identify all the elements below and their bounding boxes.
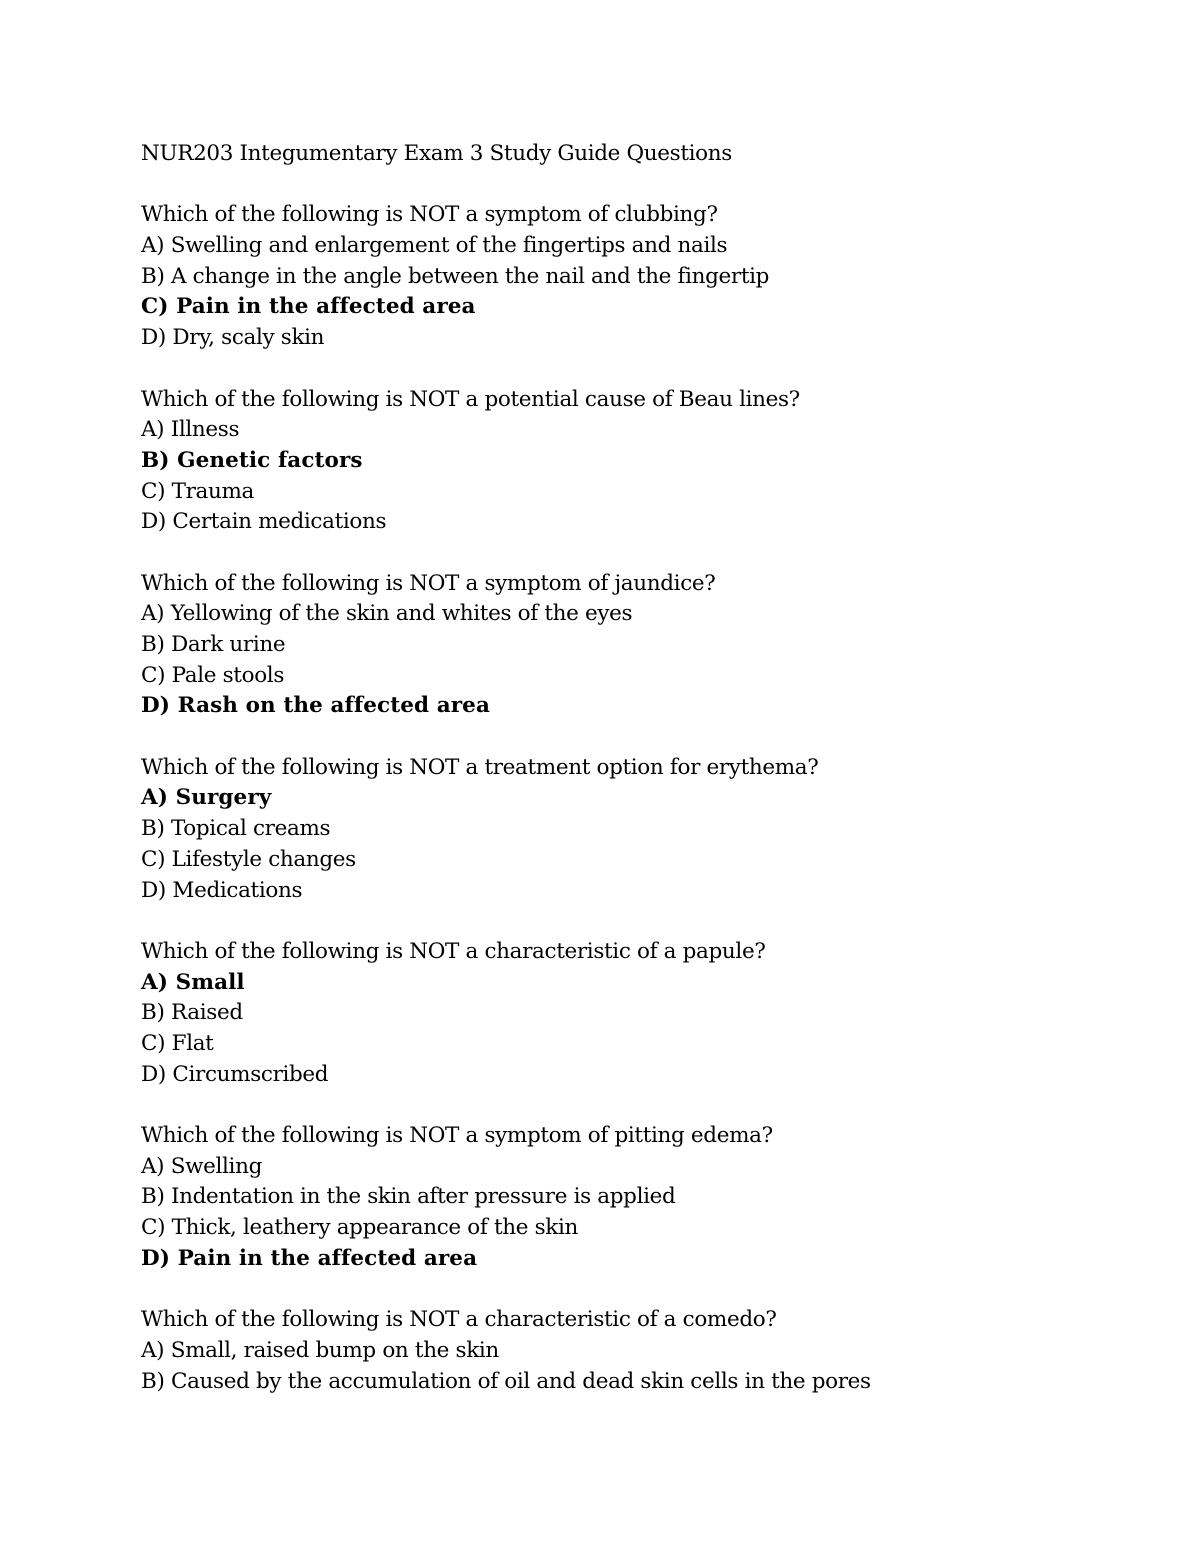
question-block	[141, 200, 1141, 353]
answer-option: B) Caused by the accumulation of oil and dead skin cells in the pores	[141, 1368, 871, 1394]
answer-option-correct: A) Surgery	[141, 785, 272, 811]
answer-option: C) Thick, leathery appearance of the skin	[141, 1215, 579, 1241]
answer-option: C) Flat	[141, 1030, 214, 1056]
answer-option: B) Raised	[141, 1000, 243, 1026]
question-block	[141, 937, 1141, 1090]
document-title: NUR203 Integumentary Exam 3 Study Guide Questions	[141, 141, 732, 166]
question-prompt: Which of the following is NOT a potential cause of Beau lines?	[141, 386, 800, 412]
answer-option-correct: C) Pain in the affected area	[141, 294, 476, 320]
answer-option: A) Small, raised bump on the skin	[141, 1337, 499, 1363]
question-list	[141, 200, 1141, 1397]
answer-option: B) Dark urine	[141, 632, 286, 657]
answer-option: D) Medications	[141, 877, 303, 903]
question-prompt: Which of the following is NOT a characteristic of a papule?	[141, 938, 766, 964]
answer-option-correct: D) Pain in the affected area	[141, 1245, 478, 1271]
answer-option: D) Certain medications	[141, 509, 387, 535]
question-prompt: Which of the following is NOT a treatment option for erythema?	[141, 754, 819, 780]
answer-option-correct: B) Genetic factors	[141, 447, 363, 473]
answer-option: C) Lifestyle changes	[141, 846, 356, 872]
answer-option: B) Indentation in the skin after pressure is applied	[141, 1184, 676, 1210]
answer-option: A) Swelling and enlargement of the fingertips and nails	[141, 233, 728, 259]
question-block	[141, 753, 1141, 906]
answer-option: C) Trauma	[141, 478, 255, 504]
answer-option: A) Illness	[141, 417, 240, 443]
answer-option: B) Topical creams	[141, 816, 331, 842]
answer-option: B) A change in the angle between the nail and the fingertip	[141, 263, 770, 289]
answer-option: A) Swelling	[141, 1153, 262, 1179]
question-prompt: Which of the following is NOT a symptom of jaundice?	[141, 570, 716, 596]
question-block	[141, 1305, 1141, 1397]
question-block	[141, 569, 1141, 722]
answer-option: D) Dry, scaly skin	[141, 325, 325, 351]
answer-option-correct: A) Small	[141, 969, 245, 995]
question-prompt: Which of the following is NOT a symptom of clubbing?	[141, 202, 718, 228]
answer-option: C) Pale stools	[141, 662, 284, 688]
question-block	[141, 385, 1141, 538]
question-block	[141, 1121, 1141, 1274]
question-prompt: Which of the following is NOT a symptom of pitting edema?	[141, 1123, 773, 1148]
answer-option: A) Yellowing of the skin and whites of the eyes	[141, 601, 633, 627]
document-body	[141, 139, 1141, 1428]
answer-option-correct: D) Rash on the affected area	[141, 693, 490, 719]
question-prompt: Which of the following is NOT a characteristic of a comedo?	[141, 1307, 777, 1333]
answer-option: D) Circumscribed	[141, 1061, 329, 1087]
